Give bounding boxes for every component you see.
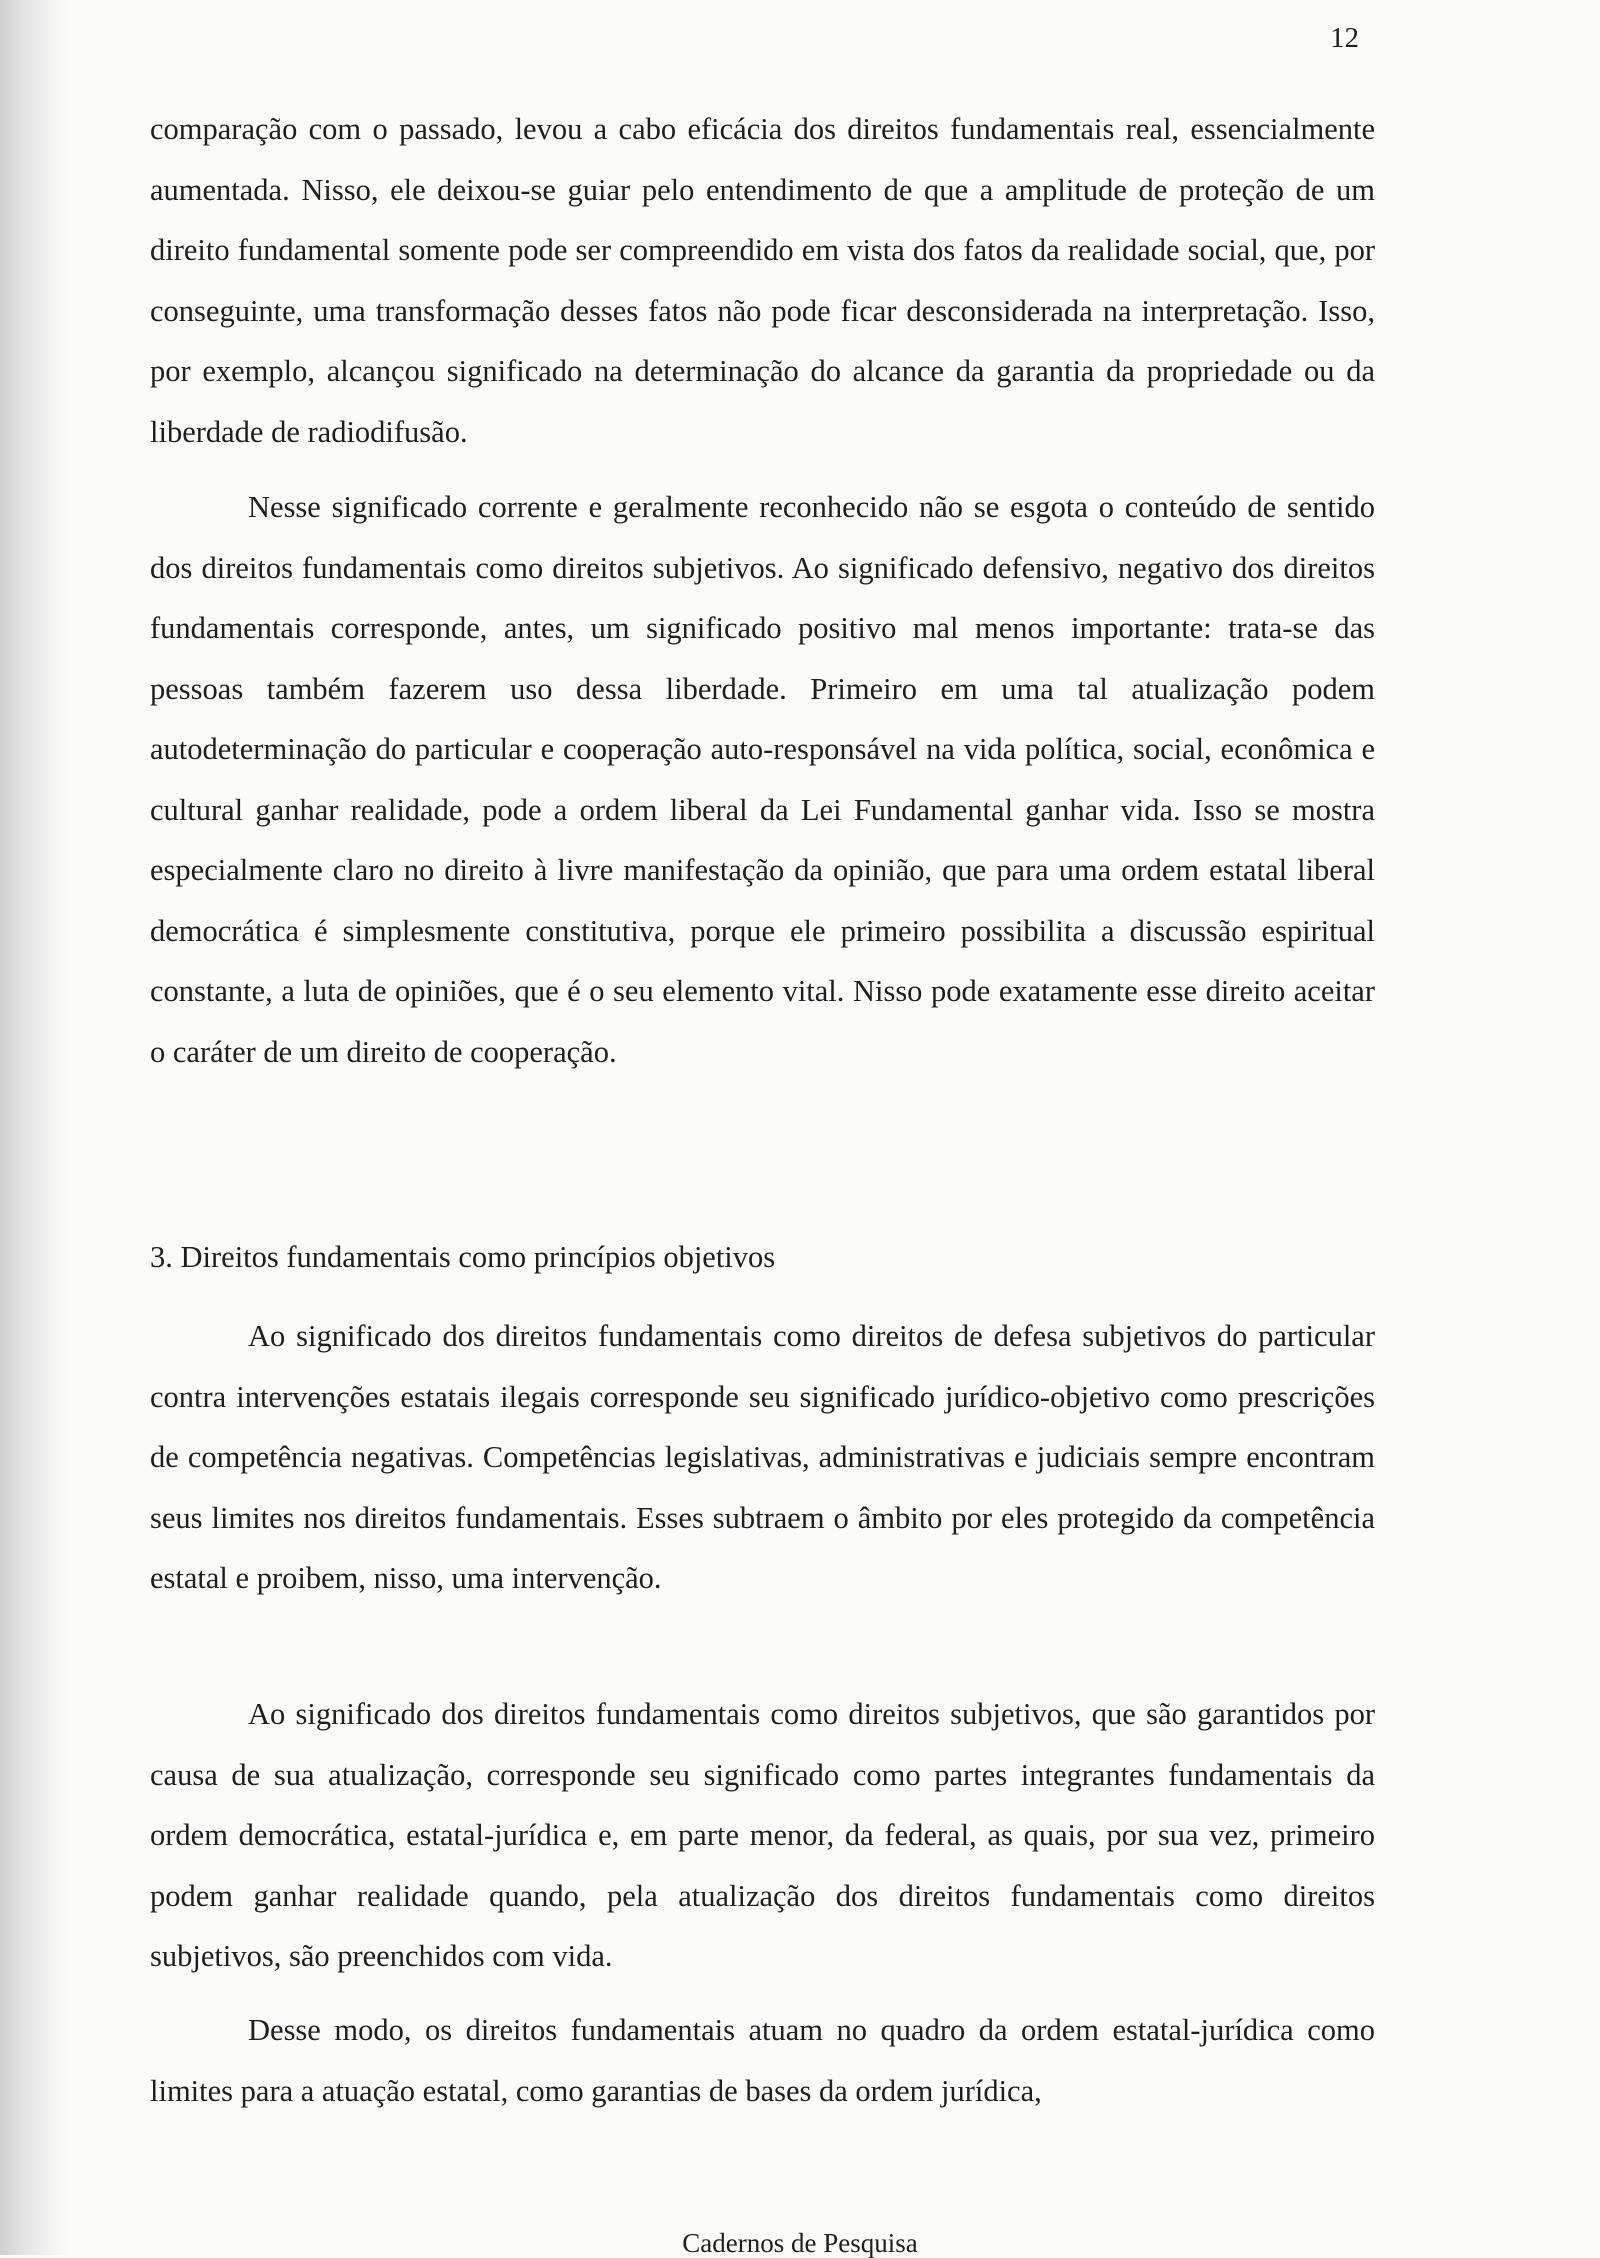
footer-journal-name: Cadernos de Pesquisa (682, 2228, 918, 2258)
section-heading: 3. Direitos fundamentais como princípios objetivos (150, 1240, 776, 1274)
paragraph-1: comparação com o passado, levou a cabo eficácia dos direitos fundamentais real, essencialmente aumentada. Nisso, ele deixou-se guiar pelo entendimento de que a amplitude de proteção de um direito fundamental somente pode ser compreendido em vista dos fatos da realidade social, que, por conseguinte, uma transformação desses fatos não pode ficar desconsiderada na interpretação. Isso, por exemplo, alcançou significado na determinação do alcance da garantia da propriedade ou da liberdade de radiodifusão. (150, 112, 1375, 449)
paragraph-4: Ao significado dos direitos fundamentais como direitos subjetivos, que são garantidos por causa de sua atualização, corresponde seu significado como partes integrantes fundamentais da ordem democrática, estatal-jurídica e, em parte menor, da federal, as quais, por sua vez, primeiro podem ganhar realidade quando, pela atualização dos direitos fundamentais como direitos subjetivos, são preenchidos com vida. (150, 1697, 1375, 1973)
page-number: 12 (1330, 22, 1359, 54)
paragraph-2: Nesse significado corrente e geralmente reconhecido não se esgota o conteúdo de sentido dos direitos fundamentais como direitos subjetivos. Ao significado defensivo, negativo dos direitos fundamentais corresponde, antes, um significado positivo mal menos importante: trata-se das pessoas também fazerem uso dessa liberdade. Primeiro em uma tal atualização podem autodeterminação do particular e cooperação auto-responsável na vida política, social, econômica e cultural ganhar realidade, pode a ordem liberal da Lei Fundamental ganhar vida. Isso se mostra especialmente claro no direito à livre manifestação da opinião, que para uma ordem estatal liberal democrática é simplesmente constitutiva, porque ele primeiro possibilita a discussão espiritual constante, a luta de opiniões, que é o seu elemento vital. Nisso pode exatamente esse direito aceitar o caráter de um direito de cooperação. (150, 490, 1375, 1069)
paragraph-5: Desse modo, os direitos fundamentais atuam no quadro da ordem estatal-jurídica como limites para a atuação estatal, como garantias de bases da ordem jurídica, (150, 2013, 1375, 2108)
scan-shadow-edge (0, 0, 70, 2255)
paragraph-3: Ao significado dos direitos fundamentais como direitos de defesa subjetivos do particular contra intervenções estatais ilegais corresponde seu significado jurídico-objetivo como prescrições de competência negativas. Competências legislativas, administrativas e judiciais sempre encontram seus limites nos direitos fundamentais. Esses subtraem o âmbito por eles protegido da competência estatal e proibem, nisso, uma intervenção. (150, 1319, 1375, 1595)
